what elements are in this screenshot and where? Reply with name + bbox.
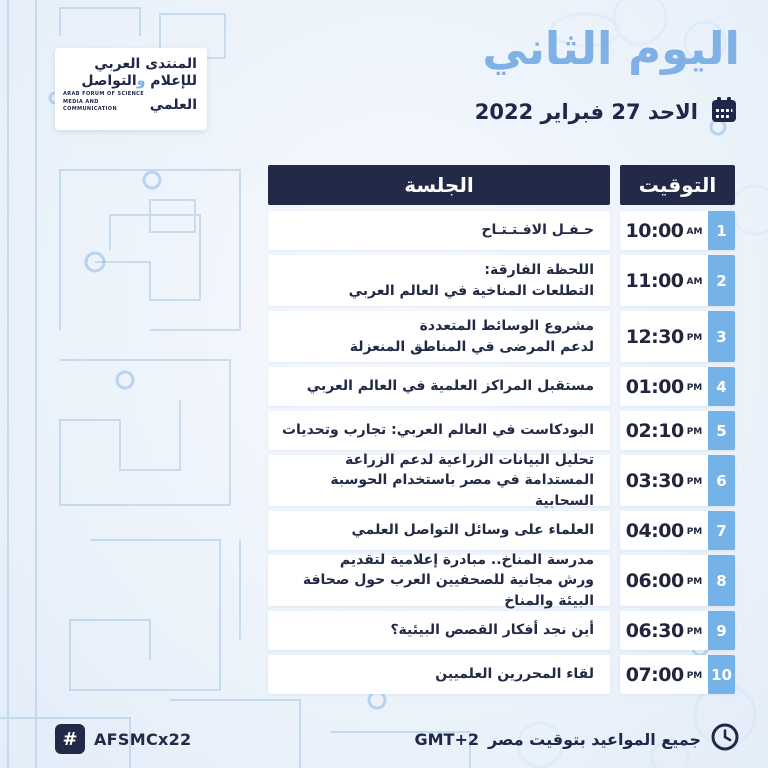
time-value bbox=[620, 211, 708, 250]
session-number-badge: 4 bbox=[708, 367, 735, 406]
time-value bbox=[620, 311, 708, 362]
table-row bbox=[268, 511, 735, 550]
session-number-badge: 6 bbox=[708, 455, 735, 506]
table-row bbox=[268, 411, 735, 450]
meridiem-label: PM bbox=[686, 627, 703, 637]
event-date: الاحد 27 فبراير 2022 bbox=[474, 100, 698, 124]
time-cell bbox=[620, 255, 735, 306]
time-cell bbox=[620, 211, 735, 250]
session-number-badge: 9 bbox=[708, 611, 735, 650]
meridiem-label: AM bbox=[686, 277, 703, 287]
schedule-table bbox=[268, 165, 735, 699]
session-number-badge: 1 bbox=[708, 211, 735, 250]
logo-waw-accent: و bbox=[136, 73, 146, 90]
session-title-line: المستدامة في مصر باستخدام الحوسبة السحابية bbox=[330, 472, 594, 509]
session-number-badge: 10 bbox=[708, 655, 735, 694]
time-cell bbox=[620, 611, 735, 650]
clock-icon bbox=[710, 722, 740, 756]
meridiem-label: AM bbox=[686, 227, 703, 237]
timezone-note: جميع المواعيد بتوقيت مصر bbox=[487, 729, 701, 749]
session-cell bbox=[268, 655, 610, 694]
time-value bbox=[620, 367, 708, 406]
time-cell bbox=[620, 311, 735, 362]
meridiem-label: PM bbox=[686, 383, 703, 393]
session-title-line: لدعم المرضى في المناطق المنعزلة bbox=[349, 338, 594, 355]
time-value bbox=[620, 511, 708, 550]
time-value bbox=[620, 555, 708, 606]
session-cell bbox=[268, 411, 610, 450]
time-text: 06:00 bbox=[625, 569, 684, 592]
time-text: 06:30 bbox=[625, 619, 684, 642]
session-cell bbox=[268, 552, 610, 609]
time-text: 01:00 bbox=[625, 375, 684, 398]
session-cell bbox=[268, 367, 610, 406]
meridiem-label: PM bbox=[686, 427, 703, 437]
time-value bbox=[620, 611, 708, 650]
hashtag-label: AFSMCx22 bbox=[94, 729, 192, 749]
session-cell bbox=[268, 255, 610, 306]
logo-arabic-line2: للإعلام والتواصل bbox=[81, 73, 197, 90]
meridiem-label: PM bbox=[686, 527, 703, 537]
time-value bbox=[620, 455, 708, 506]
session-cell bbox=[268, 452, 610, 509]
session-title-line: أين نجد أفكار القصص البيئية؟ bbox=[390, 622, 594, 639]
session-title-line: العلماء على وسائل التواصل العلمي bbox=[351, 522, 594, 539]
header-session-column: الجلسة bbox=[268, 165, 610, 205]
session-title-line: اللحظة الفارقة: bbox=[484, 262, 594, 279]
time-text: 03:30 bbox=[625, 469, 684, 492]
session-title-line: مدرسة المناخ.. مبادرة إعلامية لتقديم bbox=[339, 552, 594, 569]
time-value bbox=[620, 655, 708, 694]
timezone-value: GMT+2 bbox=[414, 729, 479, 749]
forum-logo bbox=[55, 48, 207, 130]
table-row bbox=[268, 367, 735, 406]
table-row bbox=[268, 255, 735, 306]
calendar-icon bbox=[708, 94, 740, 130]
table-row bbox=[268, 211, 735, 250]
time-cell bbox=[620, 655, 735, 694]
time-text: 10:00 bbox=[625, 219, 684, 242]
logo-english-caption: ARAB FORUM OF SCIENCE MEDIA AND COMMUNICATION bbox=[63, 91, 145, 113]
table-row bbox=[268, 311, 735, 362]
session-title-line: مشروع الوسائط المتعددة bbox=[419, 318, 594, 335]
session-number-badge: 8 bbox=[708, 555, 735, 606]
table-row bbox=[268, 552, 735, 609]
session-title-line: حـفـل الافـتـتـاح bbox=[481, 222, 594, 239]
session-cell bbox=[268, 211, 610, 250]
time-text: 11:00 bbox=[625, 269, 684, 292]
table-row bbox=[268, 611, 735, 650]
time-text: 07:00 bbox=[625, 663, 684, 686]
time-cell bbox=[620, 511, 735, 550]
session-cell bbox=[268, 611, 610, 650]
session-title-line: ورش مجانية للصحفيين العرب حول صحافة البيئة والمناخ bbox=[302, 572, 594, 609]
session-title-line: لقاء المحررين العلميين bbox=[435, 666, 594, 683]
timezone-note-row bbox=[414, 722, 740, 756]
meridiem-label: PM bbox=[686, 333, 703, 343]
table-row bbox=[268, 655, 735, 694]
session-title-line: التطلعات المناخية في العالم العربي bbox=[348, 282, 594, 299]
time-text: 12:30 bbox=[625, 325, 684, 348]
session-number-badge: 5 bbox=[708, 411, 735, 450]
time-value bbox=[620, 255, 708, 306]
session-cell bbox=[268, 311, 610, 362]
header-time-column: التوقيت bbox=[620, 165, 735, 205]
session-title-line: تحليل البيانات الزراعية لدعم الزراعة bbox=[344, 452, 594, 469]
meridiem-label: PM bbox=[686, 577, 703, 587]
meridiem-label: PM bbox=[686, 671, 703, 681]
time-cell bbox=[620, 411, 735, 450]
time-text: 02:10 bbox=[625, 419, 684, 442]
schedule-rows bbox=[268, 211, 735, 694]
meridiem-label: PM bbox=[686, 477, 703, 487]
session-number-badge: 7 bbox=[708, 511, 735, 550]
time-value bbox=[620, 411, 708, 450]
time-cell bbox=[620, 367, 735, 406]
session-number-badge: 2 bbox=[708, 255, 735, 306]
time-cell bbox=[620, 555, 735, 606]
logo-arabic-line3: العلمي bbox=[149, 96, 197, 113]
session-title-line: مستقبل المراكز العلمية في العالم العربي bbox=[306, 378, 594, 395]
hashtag-row bbox=[55, 724, 192, 754]
page-title: اليوم الثاني bbox=[482, 22, 740, 75]
table-row bbox=[268, 452, 735, 509]
hashtag-icon: # bbox=[55, 724, 85, 754]
session-number-badge: 3 bbox=[708, 311, 735, 362]
time-text: 04:00 bbox=[625, 519, 684, 542]
session-cell bbox=[268, 511, 610, 550]
session-title-line: البودكاست في العالم العربي: تجارب وتحديات bbox=[281, 422, 594, 439]
time-cell bbox=[620, 455, 735, 506]
logo-arabic-line1: المنتدى العربي bbox=[94, 56, 197, 72]
table-header-row bbox=[268, 165, 735, 205]
date-row bbox=[475, 94, 740, 130]
